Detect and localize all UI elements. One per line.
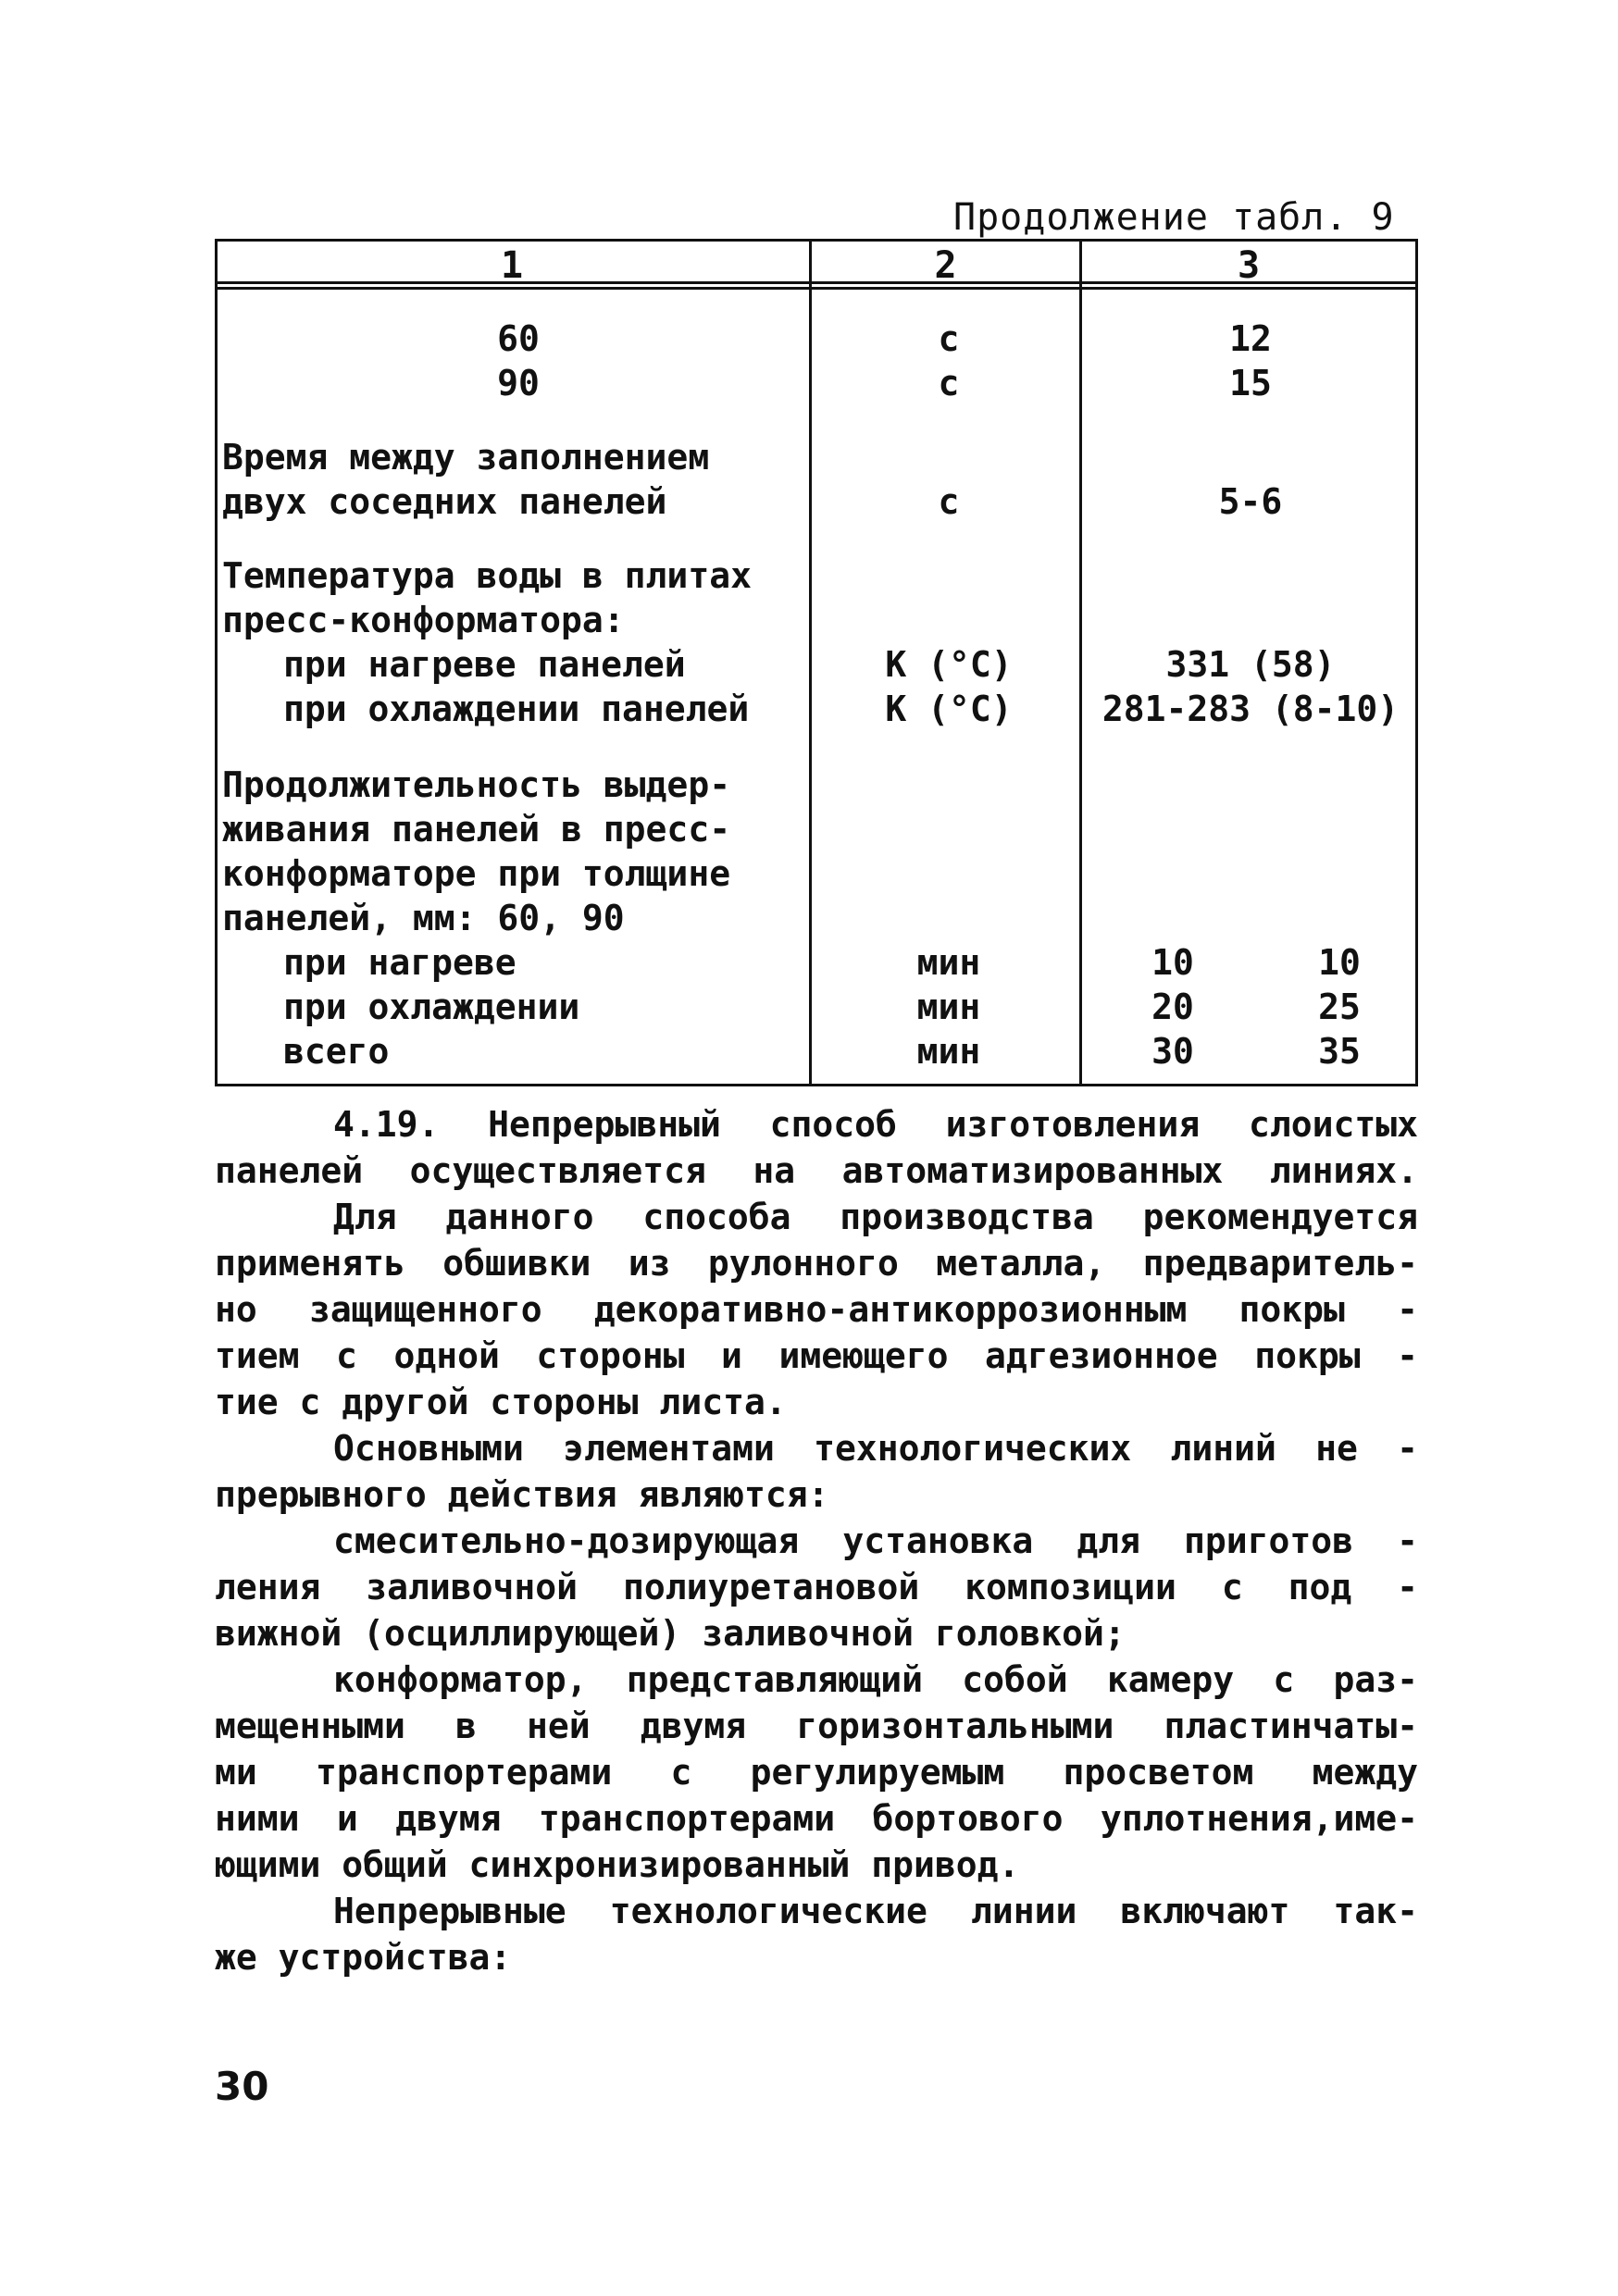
paragraph-line: применять обшивки из рулонного металла, предваритель- [215,1243,1418,1284]
duration-label-line4: панелей, мм: 60, 90 [222,898,625,938]
column-header-3: 3 [1237,244,1261,287]
paragraph-4-19 [215,1101,1418,1194]
water-temp-heating-label: при нагреве панелей [283,644,686,685]
paragraph-line: 4.19. Непрерывный способ изготовления слоистых [333,1104,1418,1145]
column-header-1: 1 [500,244,524,287]
paragraph-line: Непрерывные технологические линии включают так- [333,1891,1418,1931]
paragraph-mixing-unit [215,1518,1418,1657]
water-temp-label-line1: Температура воды в плитах [222,555,752,596]
column-header-2: 2 [934,244,957,287]
paragraph-main-elements [215,1425,1418,1518]
time-between-value: 5-6 [1218,481,1283,522]
time-between-unit: с [938,481,960,522]
paragraph-line: вижной (осциллирующей) заливочной головкой; [215,1613,1126,1654]
header-divider-bottom [215,287,1418,290]
duration-total-unit: мин [916,1031,981,1072]
duration-heating-label: при нагреве [283,942,517,983]
duration-heating-60: 10 [1151,942,1194,983]
duration-label-line3: конформаторе при толщине [222,853,731,894]
paragraph-continuous-lines [215,1888,1418,1980]
paragraph-line: ления заливочной полиуретановой композиции с под - [215,1567,1418,1607]
duration-cooling-unit: мин [916,987,981,1027]
paragraph-line: ющими общий синхронизированный привод. [215,1844,1020,1885]
duration-cooling-90: 25 [1318,987,1361,1027]
water-temp-label-line2: пресс-конформатора: [222,600,625,640]
data-table [215,239,1418,1086]
paragraph-line: конформатор, представляющий собой камеру с раз- [333,1659,1418,1700]
row-60-unit: с [938,318,960,359]
duration-cooling-60: 20 [1151,987,1194,1027]
page-number: 30 [215,2064,269,2109]
paragraph-line: Основными элементами технологических линий не - [333,1428,1418,1469]
water-temp-heating-unit: К (°С) [885,644,1013,685]
water-temp-cooling-unit: К (°С) [885,689,1013,729]
row-90-value: 15 [1229,363,1272,403]
paragraph-line: ними и двумя транспортерами бортового уплотнения,име- [215,1798,1418,1839]
duration-total-60: 30 [1151,1031,1194,1072]
paragraph-recommendation [215,1194,1418,1425]
row-60-value: 12 [1229,318,1272,359]
paragraph-line: Для данного способа производства рекомендуется [333,1197,1418,1237]
time-between-label-line2: двух соседних панелей [222,481,667,522]
duration-label-line1: Продолжительность выдер- [222,764,731,805]
paragraph-line: же устройства: [215,1937,512,1978]
duration-total-90: 35 [1318,1031,1361,1072]
paragraph-line: смесительно-дозирующая установка для приготов - [333,1520,1418,1561]
row-90-thickness: 90 [497,363,540,403]
paragraph-line: мещенными в ней двумя горизонтальными пластинчаты- [215,1706,1418,1746]
duration-heating-unit: мин [916,942,981,983]
duration-heating-90: 10 [1318,942,1361,983]
duration-total-label: всего [283,1031,390,1072]
water-temp-heating-value: 331 (58) [1165,644,1336,685]
row-60-thickness: 60 [497,318,540,359]
row-90-unit: с [938,363,960,403]
time-between-label-line1: Время между заполнением [222,437,710,478]
paragraph-line: прерывного действия являются: [215,1474,829,1515]
water-temp-cooling-value: 281-283 (8-10) [1101,689,1400,729]
paragraph-line: тие с другой стороны листа. [215,1382,787,1422]
paragraph-line: но защищенного декоративно-антикоррозионным покры - [215,1289,1418,1330]
duration-cooling-label: при охлаждении [283,987,580,1027]
paragraph-conformator [215,1657,1418,1888]
table-continuation-caption: Продолжение табл. 9 [953,196,1395,239]
paragraph-line: ми транспортерами с регулируемым просветом между [215,1752,1418,1793]
duration-label-line2: живания панелей в пресс- [222,809,731,850]
water-temp-cooling-label: при охлаждении панелей [283,689,750,729]
paragraph-line: тием с одной стороны и имеющего адгезионное покры - [215,1335,1418,1376]
paragraph-line: панелей осуществляется на автоматизированных линиях. [215,1150,1418,1191]
